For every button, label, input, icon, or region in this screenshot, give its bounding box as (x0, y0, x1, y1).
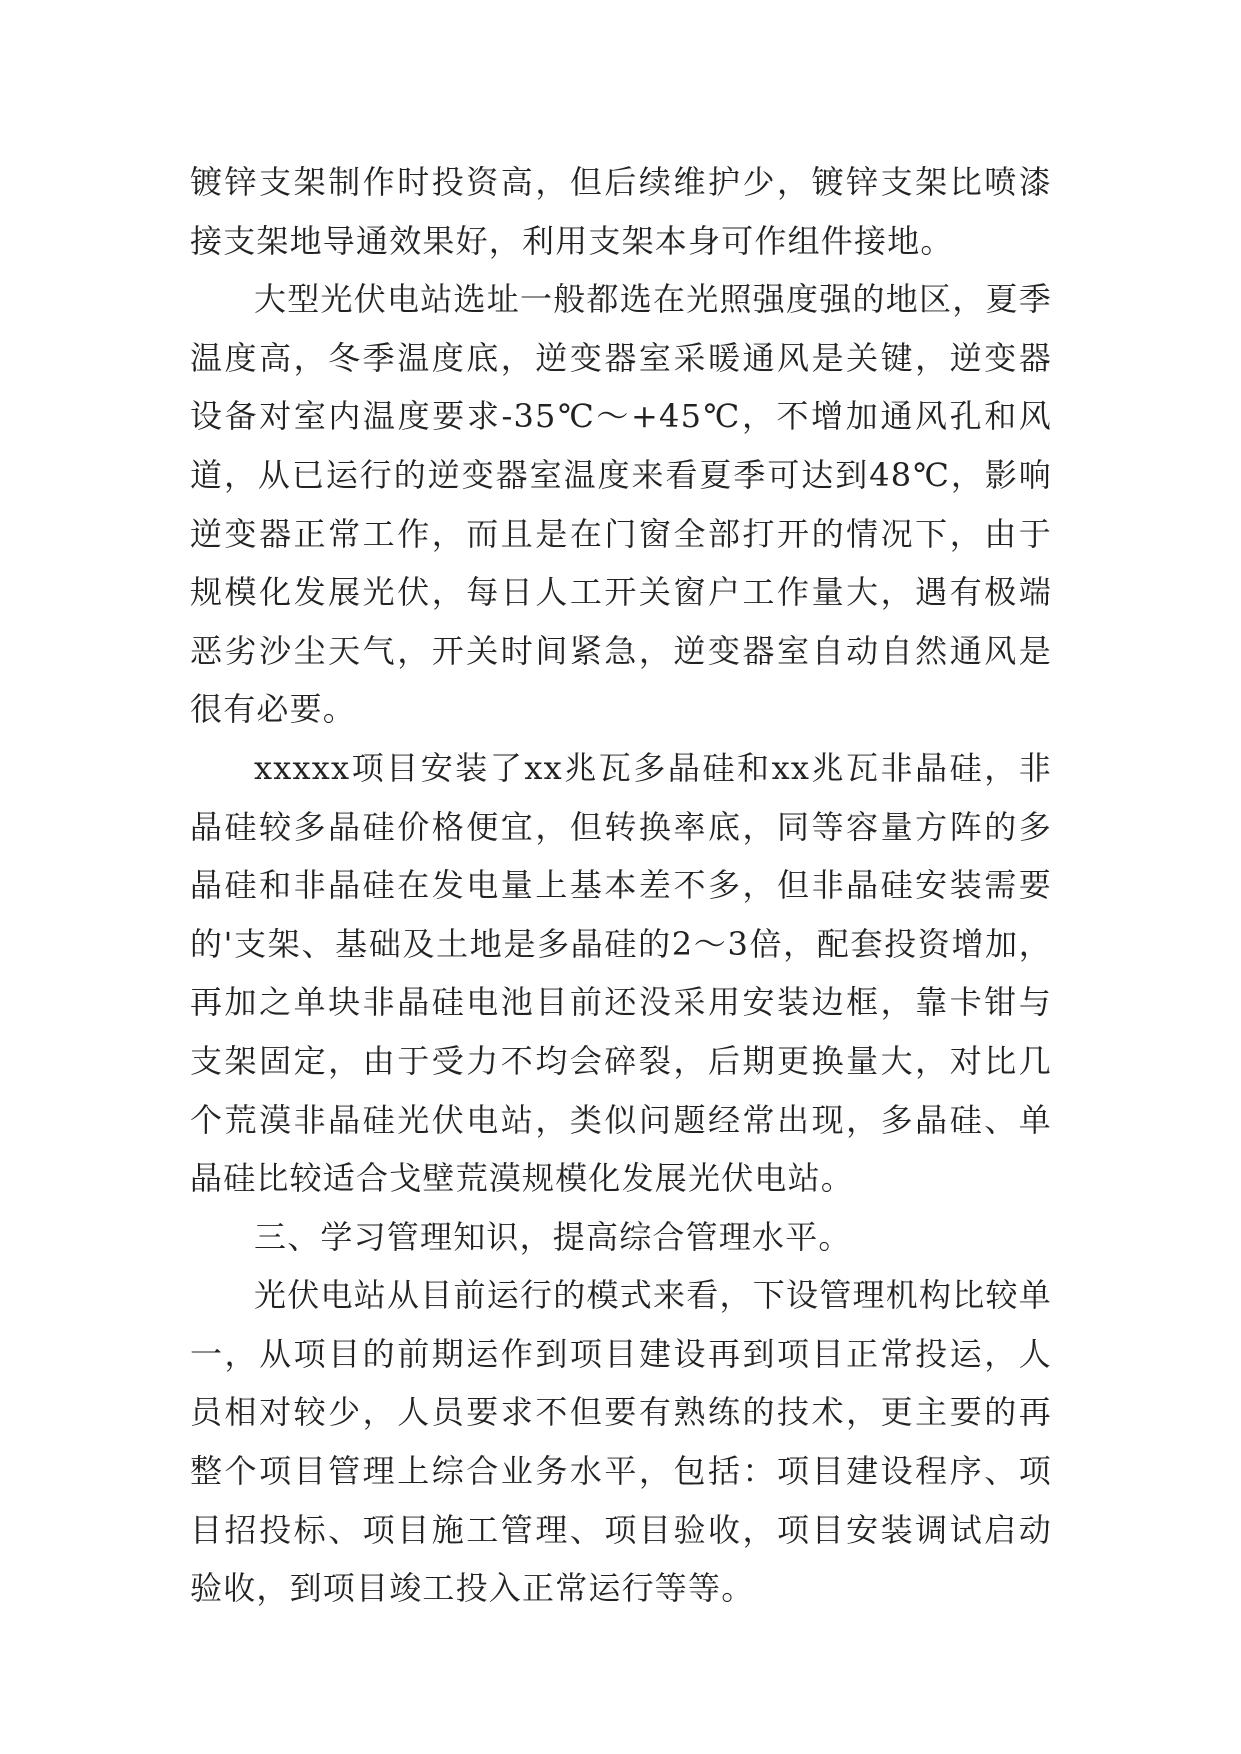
paragraph-inverter-ventilation: 大型光伏电站选址一般都选在光照强度强的地区，夏季温度高，冬季温度底，逆变器室采暖通风是关键，逆变器设备对室内温度要求-35℃～+45℃，不增加通风孔和风道，从已运行的逆变器室温度来看夏季可达到48℃，影响逆变器正常工作，而且是在门窗全部打开的情况下，由于规模化发展光伏，每日人工开关窗户工作量大，遇有极端恶劣沙尘天气，开关时间紧急，逆变器室自动自然通风是很有必要。 (190, 280, 1052, 729)
paragraph-management-level: 光伏电站从目前运行的模式来看，下设管理机构比较单一，从项目的前期运作到项目建设再到项目正常投运，人员相对较少，人员要求不但要有熟练的技术，更主要的再整个项目管理上综合业务水平，包括：项目建设程序、项目招投标、项目施工管理、项目验收，项目安装调试启动验收，到项目竣工投入正常运行等等。 (190, 1276, 1052, 1608)
section-heading-management: 三、学习管理知识，提高综合管理水平。 (254, 1217, 852, 1256)
paragraph-galvanized-support: 镀锌支架制作时投资高，但后续维护少，镀锌支架比喷漆接支架地导通效果好，利用支架本身可作组件接地。 (190, 163, 1052, 260)
document-body (190, 153, 1052, 1618)
paragraph-silicon-comparison: xxxxx项目安装了xx兆瓦多晶硅和xx兆瓦非晶硅，非晶硅较多晶硅价格便宜，但转换率底，同等容量方阵的多晶硅和非晶硅在发电量上基本差不多，但非晶硅安装需要的'支架、基础及土地是多晶硅的2～3倍，配套投资增加，再加之单块非晶硅电池目前还没采用安装边框，靠卡钳与支架固定，由于受力不均会碎裂，后期更换量大，对比几个荒漠非晶硅光伏电站，类似问题经常出现，多晶硅、单晶硅比较适合戈壁荒漠规模化发展光伏电站。 (190, 748, 1052, 1198)
